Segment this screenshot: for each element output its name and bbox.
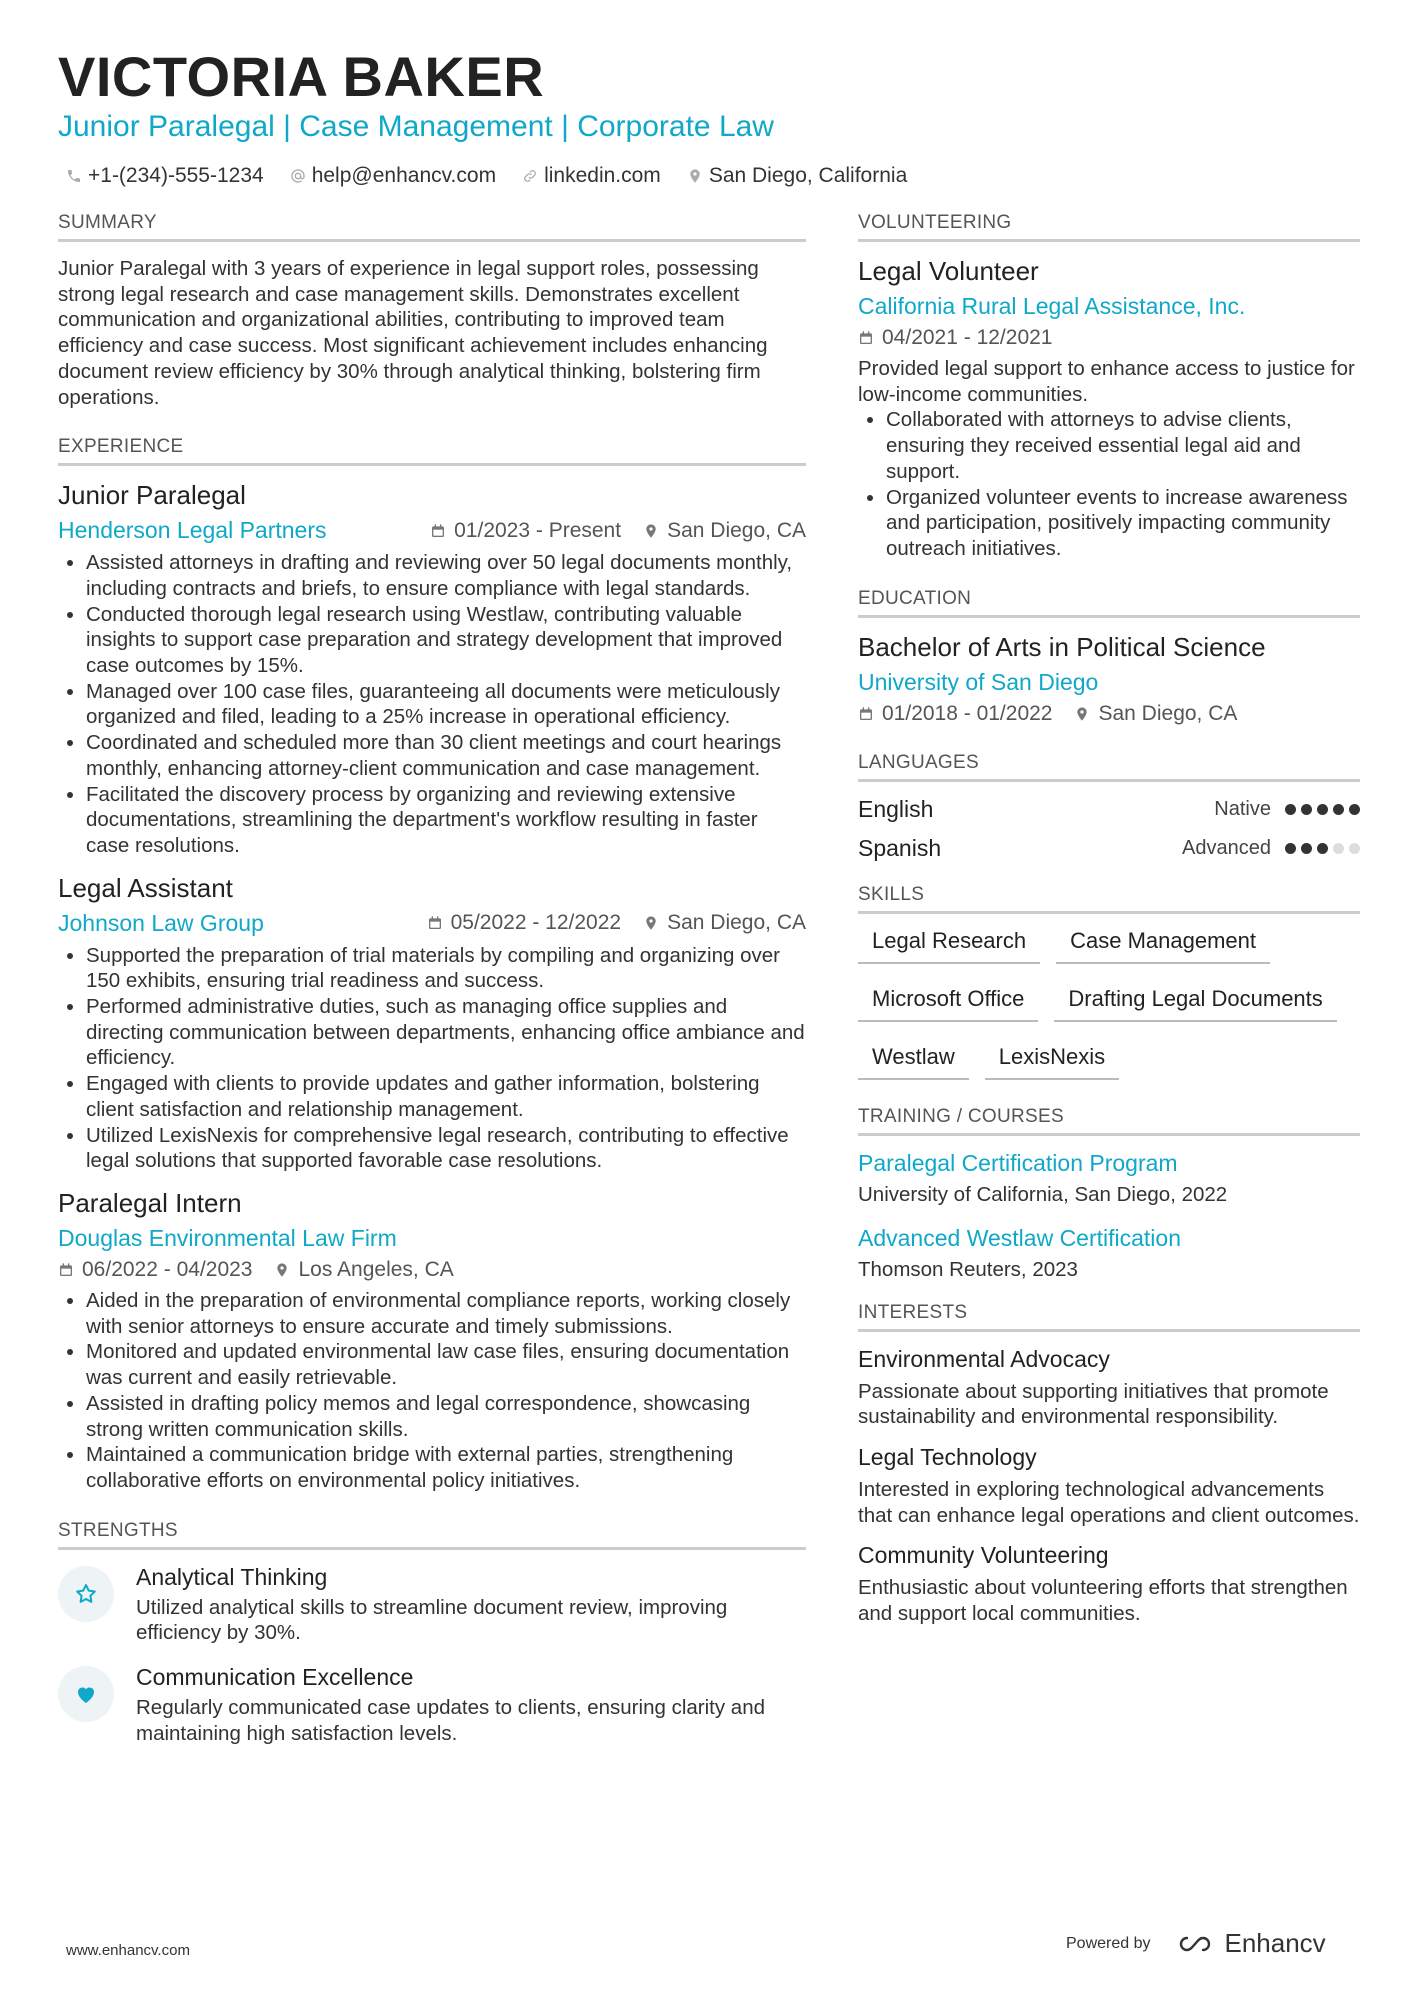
rating-dot-filled — [1333, 804, 1344, 815]
rating-dot-filled — [1285, 843, 1296, 854]
calendar-icon — [858, 706, 874, 722]
email-text: help@enhancv.com — [311, 164, 497, 187]
headline: Junior Paralegal | Case Management | Corporate Law — [58, 110, 774, 143]
linkedin-text: linkedin.com — [544, 164, 661, 187]
section-title-skills: SKILLS — [858, 884, 1360, 914]
summary-section — [58, 212, 806, 410]
section-title-education: EDUCATION — [858, 588, 1360, 618]
job-dates — [430, 519, 621, 543]
education-section — [858, 588, 1360, 726]
strength-body — [136, 1664, 806, 1746]
course-title: Advanced Westlaw Certification — [858, 1224, 1181, 1251]
language-level — [1214, 798, 1360, 821]
strength-body — [136, 1564, 806, 1646]
volunteer-role: Legal Volunteer — [858, 256, 1039, 286]
bullet: • Supported the preparation of trial materials by compiling and organizing over 150 exhibits, ensuring trial readiness and success. — [86, 943, 806, 994]
location-pin-icon — [643, 523, 659, 539]
brand-logo[interactable] — [1173, 1928, 1326, 1959]
enhancv-logo-icon — [1173, 1932, 1217, 1956]
rating-dot-filled — [1317, 843, 1328, 854]
languages-section — [858, 752, 1360, 862]
job-bullets — [58, 550, 806, 858]
bullet: • Monitored and updated environmental law case files, ensuring documentation was current and easily retrievable. — [86, 1339, 806, 1390]
job-location — [643, 519, 806, 543]
education-location-text: San Diego, CA — [1098, 701, 1238, 725]
interest-text: Interested in exploring technological advancements that can enhance legal operations and client outcomes. — [858, 1478, 1360, 1527]
heart-icon — [58, 1666, 114, 1722]
interest-text: Enthusiastic about volunteering efforts that strengthen and support local communities. — [858, 1576, 1348, 1626]
skill-tag: Drafting Legal Documents — [1054, 986, 1336, 1022]
volunteer-text: Provided legal support to enhance access to justice for low-income communities. — [858, 357, 1355, 406]
summary-text: Junior Paralegal with 3 years of experience in legal support roles, possessing strong legal research and case management skills. Demonstrates excellent communication and organizational abilities, contributing to improved team efficiency and case success. Most significant achievement includes enhancing document review efficiency by 30% through analytical thinking, bolstering firm operations. — [58, 257, 768, 409]
volunteer-dates — [858, 326, 1052, 350]
job-company: Johnson Law Group — [58, 909, 264, 936]
bullet: • Facilitated the discovery process by organizing and reviewing extensive documentations, streamlining the department's workflow resulting in faster case resolutions. — [86, 782, 806, 859]
location-pin-icon — [1074, 706, 1090, 722]
rating-dot-empty — [1333, 843, 1344, 854]
section-title-experience: EXPERIENCE — [58, 436, 806, 466]
powered-by-text: Powered by — [1066, 1934, 1151, 1952]
course-provider: Thomson Reuters, 2023 — [858, 1257, 1078, 1281]
section-title-languages: LANGUAGES — [858, 752, 1360, 782]
section-title-training: TRAINING / COURSES — [858, 1106, 1360, 1136]
language-item — [858, 835, 1360, 862]
volunteer-org: California Rural Legal Assistance, Inc. — [858, 293, 1246, 319]
skills-section — [858, 884, 1360, 1080]
interest-title: Environmental Advocacy — [858, 1345, 1110, 1372]
location-pin-icon — [687, 168, 703, 184]
rating-dot-filled — [1301, 804, 1312, 815]
education-school: University of San Diego — [858, 668, 1099, 695]
bullet: • Coordinated and scheduled more than 30 client meetings and court hearings monthly, enhancing attorney-client communication and case management. — [86, 730, 806, 781]
job-role: Junior Paralegal — [58, 480, 246, 511]
rating-dot-filled — [1285, 804, 1296, 815]
skills-list — [858, 928, 1360, 1080]
footer-branding — [1066, 1928, 1326, 1959]
bullet: • Assisted attorneys in drafting and reviewing over 50 legal documents monthly, including contracts and briefs, to ensure compliance with legal standards. — [86, 550, 806, 601]
education-meta — [858, 702, 1360, 726]
skill-tag: Microsoft Office — [858, 986, 1038, 1022]
training-section — [858, 1106, 1360, 1282]
calendar-icon — [58, 1262, 74, 1278]
language-level — [1182, 837, 1360, 860]
rating-dot-filled — [1301, 843, 1312, 854]
bullet: • Performed administrative duties, such as managing office supplies and directing communication between departments, enhancing office ambiance and efficiency. — [86, 994, 806, 1071]
skill-tag: Westlaw — [858, 1044, 969, 1080]
interest-title: Legal Technology — [858, 1444, 1037, 1471]
job-location-text: San Diego, CA — [667, 911, 806, 935]
calendar-icon — [858, 330, 874, 346]
job-location — [274, 1258, 453, 1282]
job-dates — [427, 911, 621, 935]
at-icon — [290, 168, 306, 184]
course-provider: University of California, San Diego, 2022 — [858, 1182, 1228, 1206]
contact-email[interactable] — [290, 164, 496, 188]
bullet: • Collaborated with attorneys to advise clients, ensuring they received essential legal aid and support. — [886, 407, 1360, 484]
job-location-text: Los Angeles, CA — [298, 1257, 454, 1281]
experience-section — [58, 436, 806, 1493]
education-degree: Bachelor of Arts in Political Science — [858, 631, 1266, 662]
language-item — [858, 796, 1360, 823]
contact-bar — [66, 164, 907, 188]
strength-title: Analytical Thinking — [136, 1563, 328, 1590]
bullet: • Aided in the preparation of environmental compliance reports, working closely with senior attorneys to ensure accurate and timely submissions. — [86, 1288, 806, 1339]
left-column — [58, 212, 806, 1766]
interest-title: Community Volunteering — [858, 1542, 1109, 1569]
interests-section — [858, 1302, 1360, 1627]
section-title-interests: INTERESTS — [858, 1302, 1360, 1332]
location-pin-icon — [274, 1262, 290, 1278]
rating-dot-empty — [1349, 843, 1360, 854]
volunteering-section — [858, 212, 1360, 562]
section-title-volunteering: VOLUNTEERING — [858, 212, 1360, 242]
interest-item — [858, 1346, 1360, 1430]
phone-icon — [66, 168, 82, 184]
strength-title: Communication Excellence — [136, 1664, 414, 1691]
job-bullets — [58, 1288, 806, 1494]
language-level-text: Native — [1214, 797, 1271, 820]
job-company: Henderson Legal Partners — [58, 517, 327, 544]
job-dates — [58, 1258, 252, 1282]
job-role: Legal Assistant — [58, 872, 233, 903]
contact-location — [687, 164, 907, 188]
contact-phone[interactable] — [66, 164, 264, 188]
job-meta-row — [58, 910, 806, 937]
job-meta — [427, 911, 806, 935]
job-location-text: San Diego, CA — [667, 518, 806, 542]
job-entry — [58, 873, 806, 1174]
calendar-icon — [430, 523, 446, 539]
rating-dot-filled — [1349, 804, 1360, 815]
language-name: Spanish — [858, 834, 942, 861]
strength-text: Utilized analytical skills to streamline document review, improving efficiency by 30%. — [136, 1595, 728, 1645]
interest-text: Passionate about supporting initiatives that promote sustainability and environmental responsibility. — [858, 1379, 1329, 1429]
phone-text: +1-(234)-555-1234 — [88, 164, 264, 187]
bullet: • Conducted thorough legal research using Westlaw, contributing valuable insights to support case preparation and strategy development that improved case outcomes by 15%. — [86, 602, 806, 679]
link-icon — [522, 168, 538, 184]
location-text: San Diego, California — [708, 164, 908, 187]
job-entry — [58, 1188, 806, 1494]
strength-text: Regularly communicated case updates to clients, ensuring clarity and maintaining high satisfaction levels. — [136, 1696, 765, 1745]
bullet: • Managed over 100 case files, guaranteeing all documents were meticulously organized and filed, leading to a 25% increase in operational efficiency. — [86, 679, 806, 730]
volunteer-meta — [858, 326, 1360, 350]
calendar-icon — [427, 915, 443, 931]
bullet: • Maintained a communication bridge with external parties, strengthening collaborative efforts on environmental policy initiatives. — [86, 1442, 806, 1493]
skill-tag: LexisNexis — [985, 1044, 1119, 1080]
bullet: • Organized volunteer events to increase awareness and participation, positively impacting community outreach initiatives. — [886, 485, 1360, 562]
section-title-summary: SUMMARY — [58, 212, 806, 242]
job-meta-row — [58, 517, 806, 544]
location-pin-icon — [643, 915, 659, 931]
contact-linkedin[interactable] — [522, 164, 661, 188]
rating-dot-filled — [1317, 804, 1328, 815]
section-title-strengths: STRENGTHS — [58, 1520, 806, 1550]
job-dates-text: 06/2022 - 04/2023 — [82, 1257, 253, 1281]
candidate-name: VICTORIA BAKER — [58, 45, 545, 108]
strengths-section — [58, 1520, 806, 1747]
strength-item — [58, 1664, 806, 1746]
language-rating — [1285, 804, 1360, 815]
job-meta — [430, 519, 806, 543]
education-location — [1074, 702, 1237, 726]
education-dates — [858, 702, 1052, 726]
course-title: Paralegal Certification Program — [858, 1149, 1178, 1176]
volunteer-dates-text: 04/2021 - 12/2021 — [882, 326, 1053, 349]
language-name: English — [858, 795, 934, 822]
job-role: Paralegal Intern — [58, 1187, 242, 1218]
interest-item — [858, 1542, 1360, 1626]
job-dates-text: 01/2023 - Present — [454, 518, 622, 542]
job-bullets — [58, 943, 806, 1174]
bullet: • Utilized LexisNexis for comprehensive legal research, contributing to effective legal solutions that supported favorable case resolutions. — [86, 1123, 806, 1174]
interest-item — [858, 1444, 1360, 1528]
volunteer-bullets — [858, 407, 1360, 561]
footer-website[interactable]: www.enhancv.com — [66, 1942, 190, 1959]
job-location — [643, 911, 806, 935]
job-dates-text: 05/2022 - 12/2022 — [450, 911, 622, 935]
right-column — [858, 212, 1360, 1647]
job-entry — [58, 480, 806, 858]
job-company: Douglas Environmental Law Firm — [58, 1224, 397, 1251]
star-icon — [58, 1566, 114, 1622]
skill-tag: Case Management — [1056, 928, 1270, 964]
language-rating — [1285, 843, 1360, 854]
bullet: • Assisted in drafting policy memos and legal correspondence, showcasing strong written communication skills. — [86, 1391, 806, 1442]
brand-name: Enhancv — [1224, 1928, 1326, 1958]
bullet: • Engaged with clients to provide updates and gather information, bolstering client satisfaction and relationship management. — [86, 1071, 806, 1122]
language-level-text: Advanced — [1182, 836, 1271, 859]
strength-item — [58, 1564, 806, 1646]
job-meta — [58, 1258, 806, 1282]
education-dates-text: 01/2018 - 01/2022 — [882, 701, 1053, 725]
skill-tag: Legal Research — [858, 928, 1040, 964]
